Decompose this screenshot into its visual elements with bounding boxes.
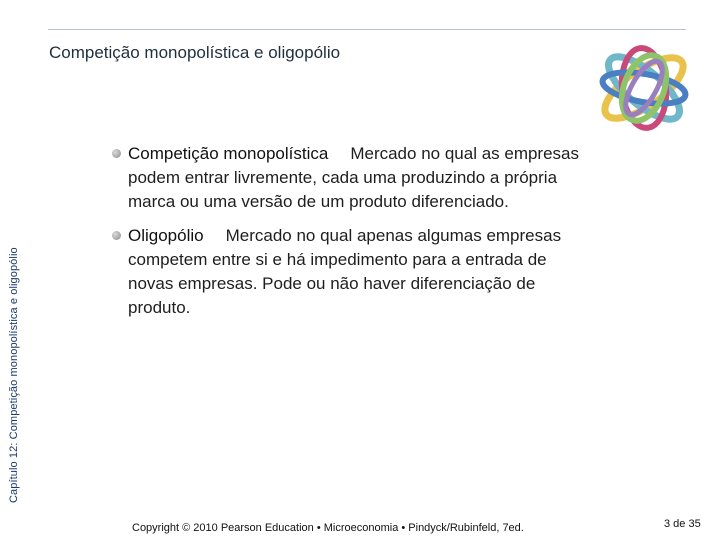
bullet-term: Competição monopolística: [128, 144, 329, 163]
bullet-item: [112, 142, 582, 214]
bullet-term: Oligopólio: [128, 226, 204, 245]
bullet-item: [112, 224, 582, 320]
bullet-definition: Mercado no qual as empresas podem entrar livremente, cada uma produzindo a própria marca ou uma versão de um produto diferenciado.: [128, 144, 580, 211]
bullet-list: [112, 142, 582, 320]
footer-copyright: Copyright © 2010 Pearson Education • Microeconomia • Pindyck/Rubinfeld, 7ed.: [132, 522, 524, 534]
chapter-side-label: Capítulo 12: Competição monopolística e oligopólio: [8, 247, 20, 503]
bullet-dot-icon: [112, 231, 121, 240]
slide-title: Competição monopolística e oligopólio: [49, 43, 341, 62]
interlocking-rings-icon: [584, 30, 704, 148]
bullet-dot-icon: [112, 149, 121, 158]
page-number: 3 de 35: [664, 518, 701, 530]
bullet-definition: Mercado no qual apenas algumas empresas competem entre si e há impedimento para a entrada de novas empresas. Pode ou não haver diferenciação de produto.: [128, 226, 562, 317]
